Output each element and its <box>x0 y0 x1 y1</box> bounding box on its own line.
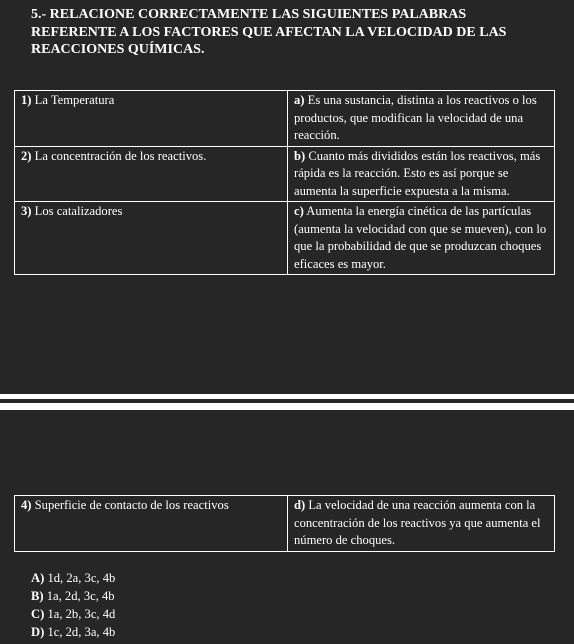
term-number: 4) <box>21 498 32 512</box>
option-letter: D) <box>31 625 45 639</box>
answer-option-a[interactable] <box>31 569 115 587</box>
definition-text: Es una sustancia, distinta a los reactivos o los productos, que modifican la velocidad de una reacción. <box>294 93 537 142</box>
definition-cell <box>288 91 555 147</box>
term-number: 3) <box>21 204 32 218</box>
definition-letter: b) <box>294 148 306 163</box>
table-row <box>15 146 555 202</box>
definition-cell <box>288 146 555 202</box>
definition-letter: a) <box>294 93 305 107</box>
answer-option-b[interactable] <box>31 587 115 605</box>
definition-text: La velocidad de una reacción aumenta con la concentración de los reactivos ya que aumenta el número de choques. <box>294 498 541 547</box>
term-text: Superficie de contacto de los reactivos <box>31 498 229 512</box>
option-letter: B) <box>31 589 44 603</box>
term-cell <box>15 91 288 147</box>
definition-cell <box>288 496 555 552</box>
matching-table-top <box>14 90 555 275</box>
matching-table-bottom <box>14 495 555 552</box>
table-row <box>15 202 555 275</box>
option-text: 1a, 2d, 3c, 4b <box>43 589 115 603</box>
option-text: 1a, 2b, 3c, 4d <box>44 607 116 621</box>
definition-text: Aumenta la energía cinética de las partículas (aumenta la velocidad con que se mueven), con lo que la probabilidad de que se produzcan choques eficaces es mayor. <box>294 204 547 271</box>
option-letter: A) <box>31 571 45 585</box>
term-text: La Temperatura <box>31 93 115 107</box>
definition-letter: c) <box>294 204 304 218</box>
answer-option-d[interactable] <box>31 623 115 641</box>
term-number: 1) <box>21 93 32 107</box>
definition-text: Cuanto más divididos están los reactivos, más rápida es la reacción. Esto es así porque se aumenta la superficie expuesta a la misma. <box>294 148 541 198</box>
answer-options <box>31 569 115 641</box>
term-cell <box>15 202 288 275</box>
answer-option-c[interactable] <box>31 605 115 623</box>
table-row <box>15 91 555 147</box>
term-number: 2) <box>21 148 32 163</box>
table-row <box>15 496 555 552</box>
term-cell <box>15 496 288 552</box>
definition-cell <box>288 202 555 275</box>
option-text: 1d, 2a, 3c, 4b <box>44 571 116 585</box>
option-text: 1c, 2d, 3a, 4b <box>44 625 116 639</box>
term-cell <box>15 146 288 202</box>
option-letter: C) <box>31 607 45 621</box>
term-text: Los catalizadores <box>31 204 123 218</box>
question-title: 5.- RELACIONE CORRECTAMENTE LAS SIGUIENTES PALABRAS REFERENTE A LOS FACTORES QUE AFECTAN LA VELOCIDAD DE LAS REACCIONES QUÍMICAS. <box>31 7 507 57</box>
section-divider <box>0 394 574 410</box>
term-text: La concentración de los reactivos. <box>31 148 207 163</box>
definition-letter: d) <box>294 498 306 512</box>
